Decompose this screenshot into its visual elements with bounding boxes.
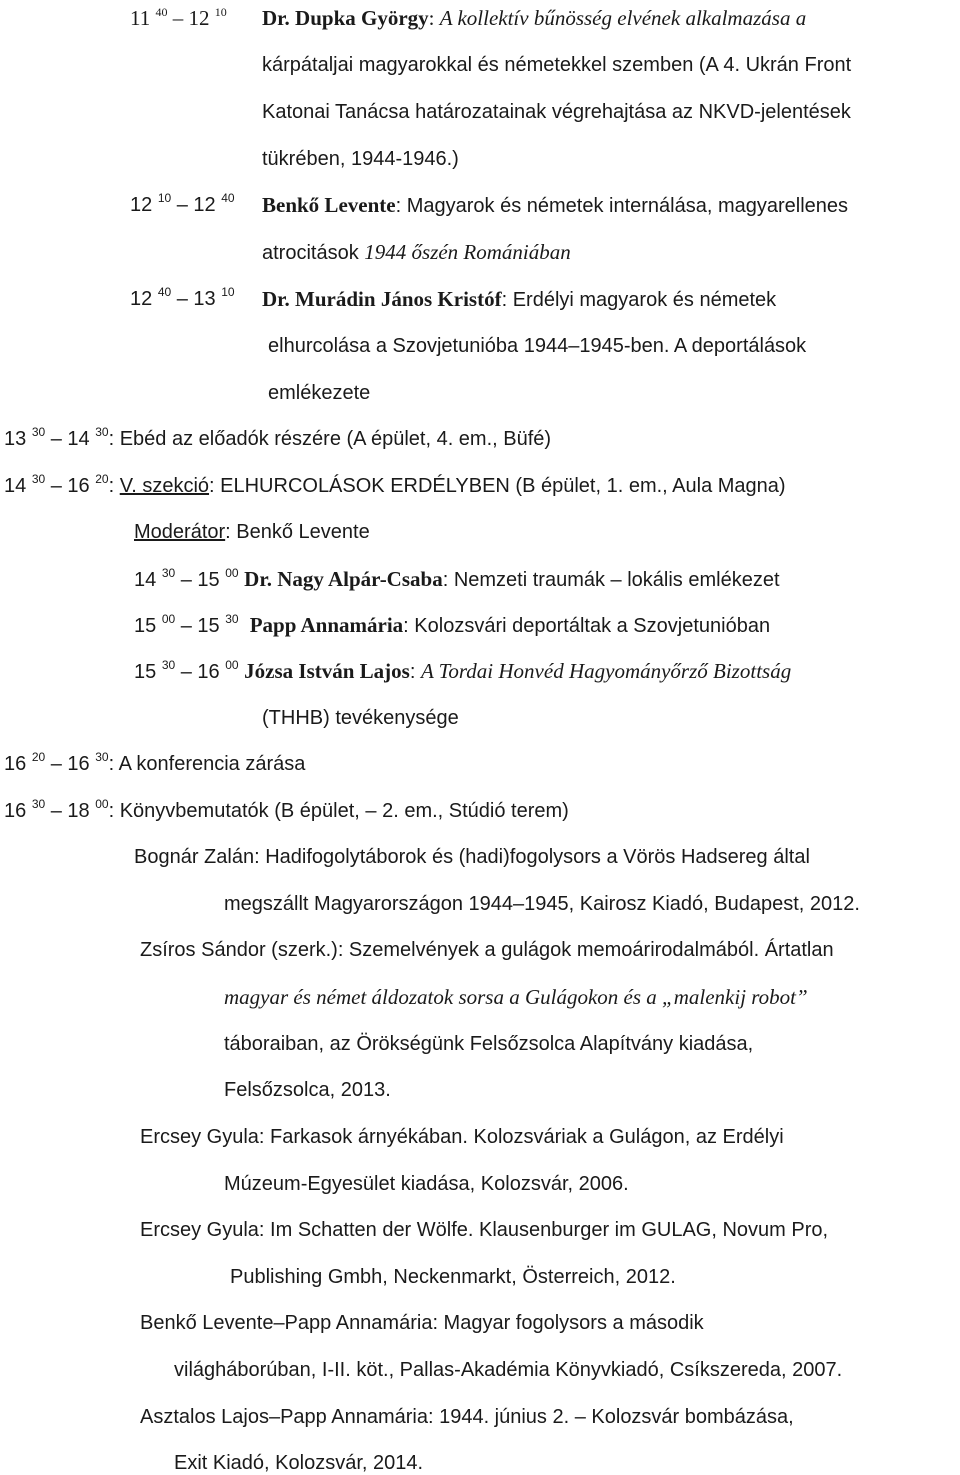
- moderator-label: Moderátor: [134, 521, 226, 543]
- book-3-line: Ercsey Gyula: Farkasok árnyékában. Kolozsváriak a Gulágon, az Erdélyi: [140, 1126, 784, 1148]
- closing: 16 $^{20}$ – 16 $^{30}$: A konferencia zárása: [4, 750, 306, 775]
- talk-4-speaker: Dr. Nagy Alpár-Csaba: [244, 567, 443, 591]
- talk-1-title-line: Katonai Tanácsa határozatainak végrehajtása az NKVD-jelentések: [262, 101, 851, 123]
- book-6-line: Asztalos Lajos–Papp Annamária: 1944. június 2. – Kolozsvár bombázása,: [140, 1406, 794, 1428]
- talk-5-speaker: Papp Annamária: [249, 613, 404, 637]
- section-5-label: V. szekció: [119, 475, 210, 497]
- book-2-line: Felsőzsolca, 2013.: [224, 1079, 391, 1101]
- book-4-line: Ercsey Gyula: Im Schatten der Wölfe. Klausenburger im GULAG, Novum Pro,: [140, 1219, 829, 1241]
- talk-3-title-line: emlékezete: [268, 382, 371, 404]
- section-5-header: 14 $^{30}$ – 16 $^{20}$: V. szekció: ELHURCOLÁSOK ERDÉLYBEN (B épület, 1. em., Aula Magna): [4, 472, 786, 497]
- book-5-line: Benkő Levente–Papp Annamária: Magyar fogolysors a második: [140, 1312, 704, 1334]
- talk-5: 15 $^{00}$ – 15 $^{30}$ Papp Annamária: Kolozsvári deportáltak a Szovjetunióban: [134, 612, 771, 637]
- book-5-line: világháborúban, I-II. köt., Pallas-Akadémia Könyvkiadó, Csíkszereda, 2007.: [174, 1359, 843, 1381]
- talk-6-title-line: (THHB) tevékenysége: [262, 707, 459, 729]
- book-1-line: Bognár Zalán: Hadifogolytáborok és (hadi)fogolysors a Vörös Hadsereg által: [134, 846, 810, 868]
- lunch-break: 13 $^{30}$ – 14 $^{30}$: Ebéd az előadók részére (A épület, 4. em., Büfé): [4, 425, 552, 450]
- talk-2-time: 12 $^{10}$ – 12 $^{40}$: [130, 191, 235, 216]
- talk-3-time: 12 $^{40}$ – 13 $^{10}$: [130, 285, 235, 310]
- talk-2-title: Magyarok és németek internálása, magyarellenes: [406, 195, 849, 217]
- talk-2-speaker: Benkő Levente: [262, 193, 396, 217]
- talk-5-title: Kolozsvári deportáltak a Szovjetunióban: [414, 615, 771, 637]
- books-header: 16 $^{30}$ – 18 $^{00}$: Könyvbemutatók (B épület, – 2. em., Stúdió terem): [4, 797, 569, 822]
- book-3-line: Múzeum-Egyesület kiadása, Kolozsvár, 2006.: [224, 1173, 629, 1195]
- book-2-line: táboraiban, az Örökségünk Felsőzsolca Alapítvány kiadása,: [224, 1033, 754, 1055]
- talk-6-title: A Tordai Honvéd Hagyományőrző Bizottság: [420, 659, 792, 683]
- talk-1-header: Dr. Dupka György: A kollektív bűnösség elvének alkalmazása a: [262, 6, 807, 30]
- talk-1-speaker: Dr. Dupka György: [262, 6, 429, 30]
- talk-3-title: Erdélyi magyarok és németek: [512, 289, 777, 311]
- talk-3-speaker: Dr. Murádin János Kristóf: [262, 287, 502, 311]
- talk-4-title: Nemzeti traumák – lokális emlékezet: [453, 569, 780, 591]
- talk-1-title-line: tükrében, 1944-1946.): [262, 148, 459, 170]
- talk-3-header: Dr. Murádin János Kristóf: Erdélyi magyarok és németek: [262, 287, 777, 311]
- talk-4: 14 $^{30}$ – 15 $^{00}$ Dr. Nagy Alpár-Csaba: Nemzeti traumák – lokális emlékezet: [134, 566, 780, 591]
- book-4-line: Publishing Gmbh, Neckenmarkt, Österreich, 2012.: [230, 1266, 676, 1288]
- talk-2-title-line: atrocitások 1944 őszén Romániában: [262, 240, 571, 264]
- book-1-line: megszállt Magyarországon 1944–1945, Kairosz Kiadó, Budapest, 2012.: [224, 893, 860, 915]
- talk-2-header: Benkő Levente: Magyarok és németek internálása, magyarellenes: [262, 193, 849, 217]
- talk-1-title: A kollektív bűnösség elvének alkalmazása a: [439, 6, 807, 30]
- talk-3-title-line: elhurcolása a Szovjetunióba 1944–1945-ben. A deportálások: [268, 335, 807, 357]
- talk-6-speaker: Józsa István Lajos: [244, 659, 410, 683]
- book-2-line: Zsíros Sándor (szerk.): Szemelvények a gulágok memoárirodalmából. Ártatlan: [140, 939, 834, 961]
- talk-6: 15 $^{30}$ – 16 $^{00}$ Józsa István Lajos: A Tordai Honvéd Hagyományőrző Bizottság: [134, 658, 792, 683]
- book-6-line: Exit Kiadó, Kolozsvár, 2014.: [174, 1452, 424, 1474]
- talk-1-title-line: kárpátaljai magyarokkal és németekkel szemben (A 4. Ukrán Front: [262, 54, 852, 76]
- talk-1-time: 11 $^{40}$ – 12 $^{10}$: [130, 5, 227, 30]
- book-2-line: magyar és német áldozatok sorsa a Gulágokon és a „malenkij robot”: [224, 985, 808, 1009]
- moderator-line: Moderátor: Benkő Levente: [134, 521, 370, 543]
